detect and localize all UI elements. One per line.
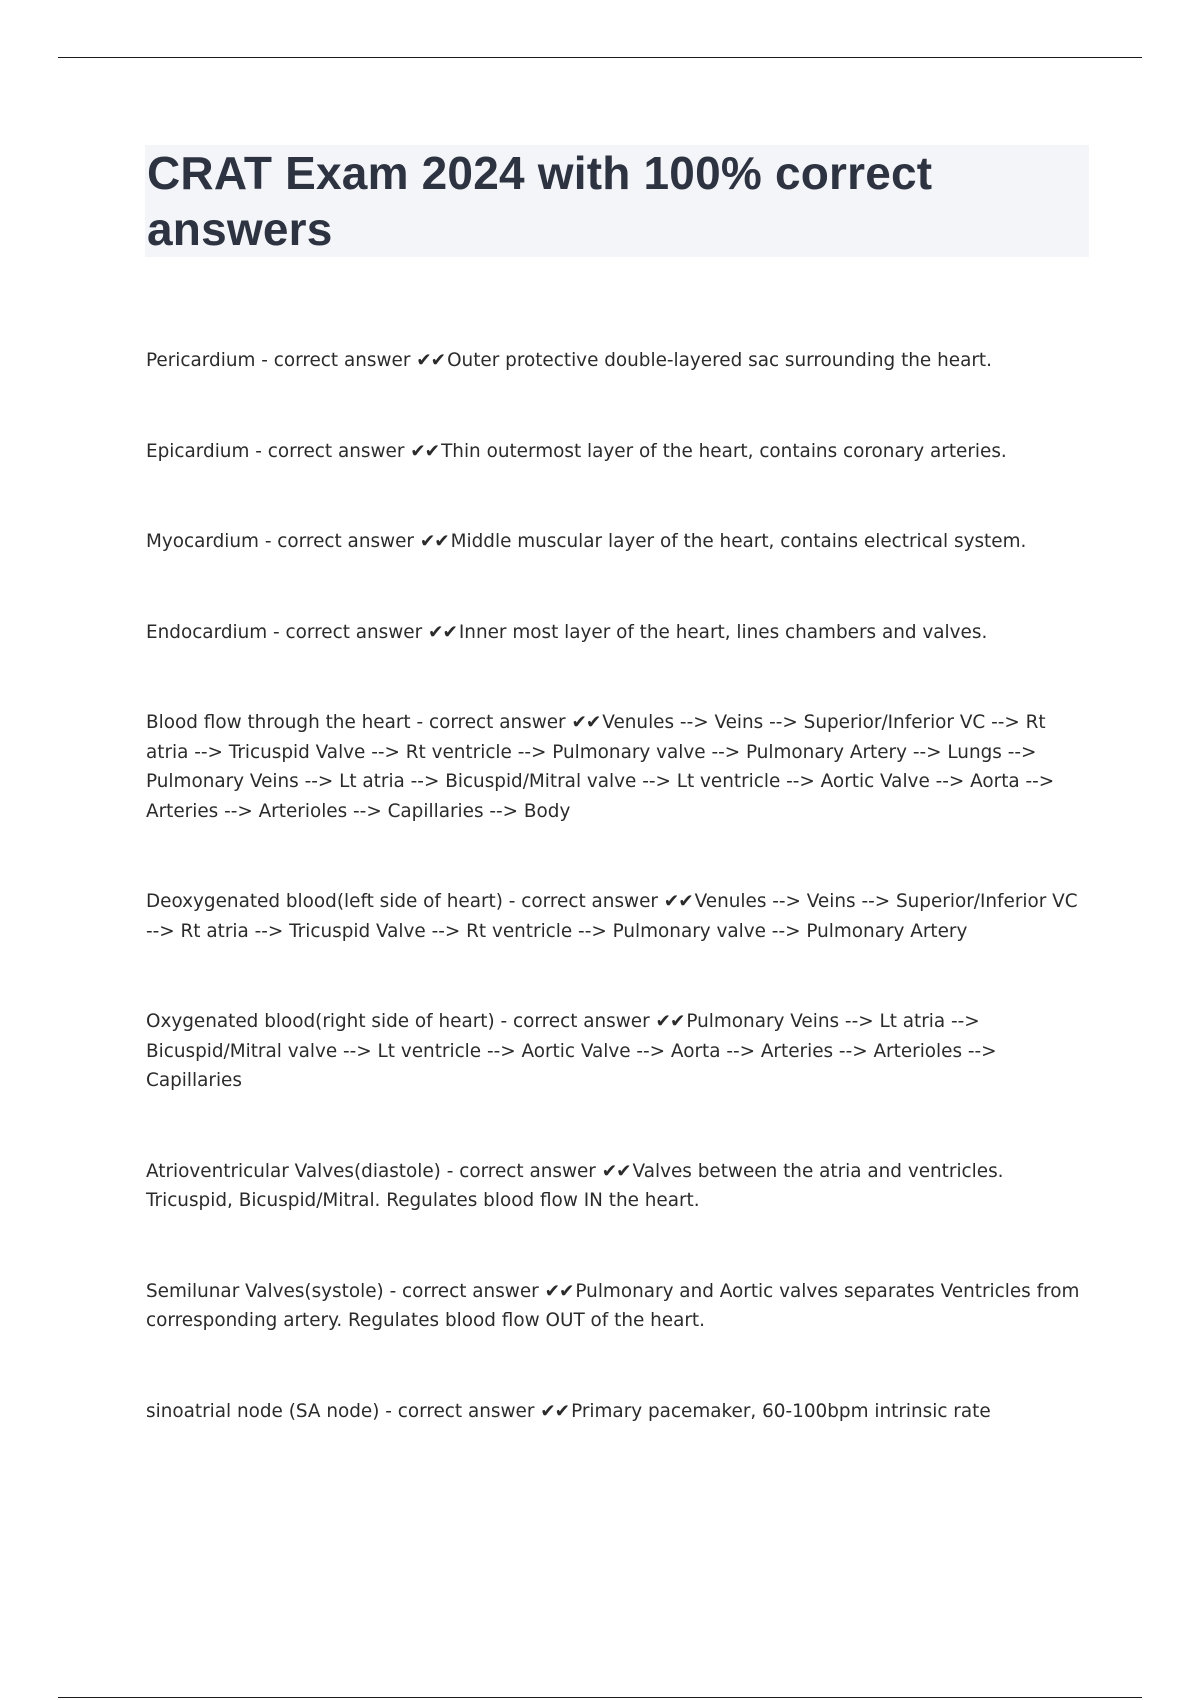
qa-item-semilunar-valves	[146, 1277, 1090, 1336]
qa-answer: Middle muscular layer of the heart, contains electrical system.	[450, 531, 1027, 552]
footer-rule	[58, 1697, 1142, 1698]
qa-term: Semilunar Valves(systole)	[146, 1280, 384, 1302]
check-mark-icon: ✔✔	[410, 440, 440, 462]
qa-answer: Pulmonary and Aortic valves separates Ventricles from corresponding artery. Regulates blood flow OUT of the heart.	[146, 1280, 1080, 1331]
qa-separator: - correct answer	[267, 621, 429, 643]
qa-term: Blood flow through the heart	[146, 712, 411, 733]
qa-term: Pericardium	[146, 350, 256, 371]
qa-term: Oxygenated blood(right side of heart)	[146, 1011, 495, 1032]
qa-term: Epicardium	[146, 440, 250, 462]
qa-item-pericardium	[146, 346, 1090, 376]
qa-answer: Primary pacemaker, 60-100bpm intrinsic rate	[571, 1400, 991, 1422]
qa-list	[146, 346, 1090, 1487]
qa-item-av-valves	[146, 1157, 1090, 1216]
qa-answer: Pulmonary Veins --> Lt atria --> Bicuspid/Mitral valve --> Lt ventricle --> Aortic Valve --> Aorta --> Arteries --> Arterioles --> Capillaries	[146, 1011, 997, 1091]
check-mark-icon: ✔✔	[544, 1280, 574, 1302]
qa-item-sa-node	[146, 1397, 1090, 1427]
header-rule	[58, 57, 1142, 58]
qa-item-epicardium	[146, 437, 1090, 467]
check-mark-icon: ✔✔	[601, 1160, 631, 1182]
qa-separator: - correct answer	[383, 1280, 545, 1302]
title-banner	[145, 145, 1089, 257]
qa-item-deoxygenated-blood	[146, 887, 1090, 946]
qa-term: Endocardium	[146, 621, 268, 643]
qa-item-oxygenated-blood	[146, 1007, 1090, 1096]
qa-answer: Valves between the atria and ventricles. Tricuspid, Bicuspid/Mitral. Regulates blood flow IN the heart.	[146, 1160, 1004, 1211]
qa-separator: - correct answer	[249, 440, 411, 462]
check-mark-icon: ✔✔	[571, 712, 601, 733]
qa-separator: - correct answer	[258, 531, 420, 552]
qa-term: Deoxygenated blood(left side of heart)	[146, 891, 503, 912]
qa-separator: - correct answer	[410, 712, 572, 733]
qa-answer: Venules --> Veins --> Superior/Inferior VC --> Rt atria --> Tricuspid Valve --> Rt ventricle --> Pulmonary valve --> Pulmonary Artery --> Lungs --> Pulmonary Veins --> Lt atria --> Bicuspid/Mitral valve --> Lt ventricle --> Aortic Valve --> Aorta --> Arteries --> Arterioles --> Capillaries --> Body	[146, 712, 1055, 822]
qa-answer: Venules --> Veins --> Superior/Inferior VC --> Rt atria --> Tricuspid Valve --> Rt ventricle --> Pulmonary valve --> Pulmonary Artery	[146, 891, 1078, 942]
page-title: CRAT Exam 2024 with 100% correct answers	[147, 147, 933, 255]
check-mark-icon: ✔✔	[663, 891, 693, 912]
qa-term: sinoatrial node (SA node)	[146, 1400, 380, 1422]
qa-answer: Inner most layer of the heart, lines chambers and valves.	[458, 621, 988, 643]
qa-answer: Outer protective double-layered sac surrounding the heart.	[447, 350, 992, 371]
qa-term: Myocardium	[146, 531, 259, 552]
qa-separator: - correct answer	[502, 891, 664, 912]
check-mark-icon: ✔✔	[540, 1400, 570, 1422]
check-mark-icon: ✔✔	[416, 350, 446, 371]
qa-item-myocardium	[146, 527, 1090, 557]
qa-separator: - correct answer	[494, 1011, 656, 1032]
check-mark-icon: ✔✔	[419, 531, 449, 552]
qa-item-endocardium	[146, 618, 1090, 648]
check-mark-icon: ✔✔	[428, 621, 457, 643]
check-mark-icon: ✔✔	[655, 1011, 685, 1032]
qa-separator: - correct answer	[379, 1400, 541, 1422]
qa-term: Atrioventricular Valves(diastole)	[146, 1160, 441, 1182]
qa-answer: Thin outermost layer of the heart, contains coronary arteries.	[441, 440, 1007, 462]
qa-item-blood-flow	[146, 708, 1090, 826]
qa-separator: - correct answer	[255, 350, 417, 371]
qa-separator: - correct answer	[440, 1160, 602, 1182]
